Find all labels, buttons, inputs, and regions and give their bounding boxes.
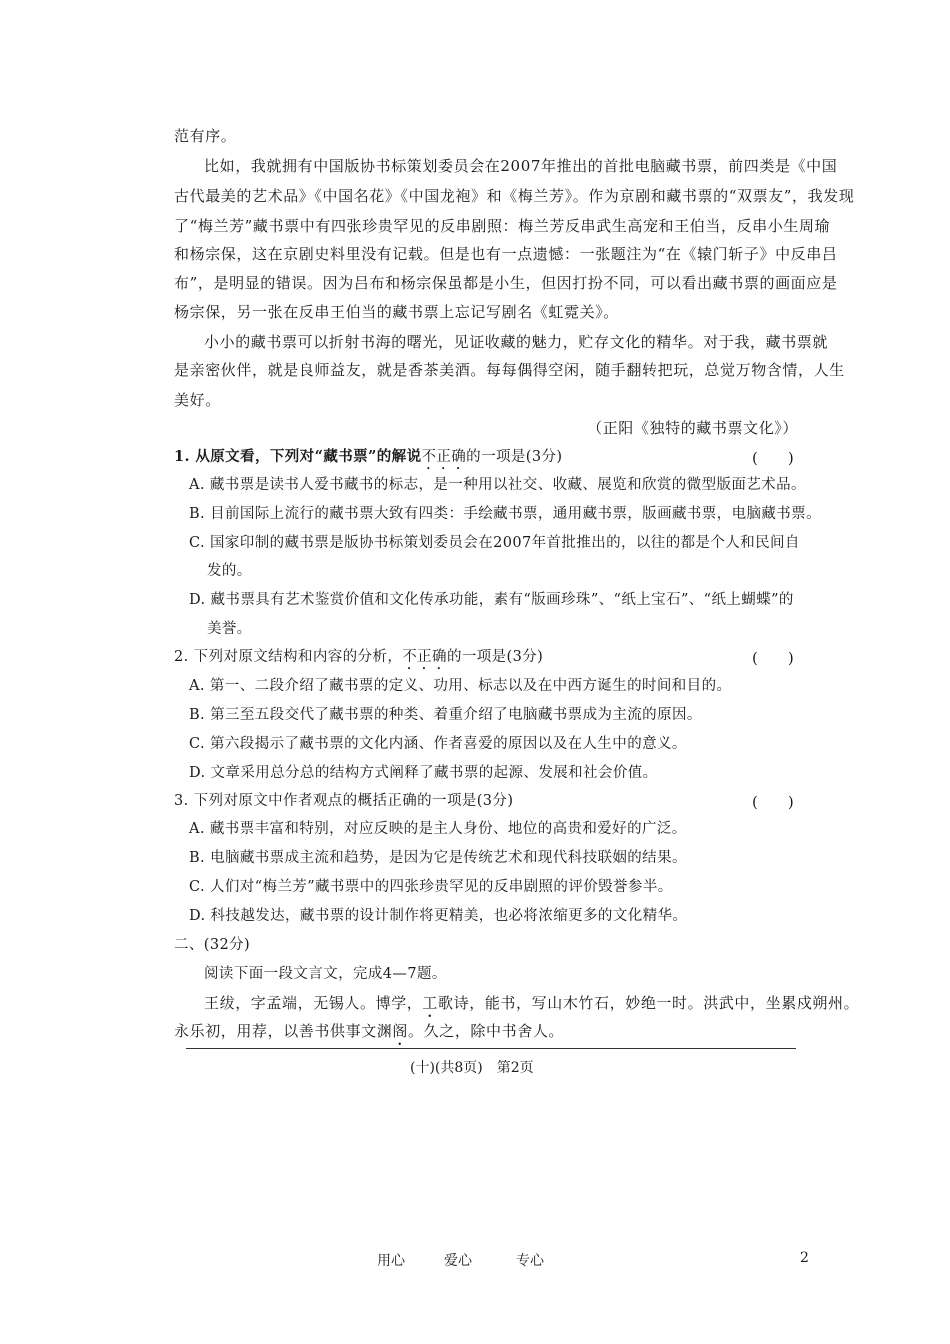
classical-text-line [174,1021,564,1049]
section-instruction: 阅读下面一段文言文，完成4—7题。 [204,966,447,982]
option-d: D. 藏书票具有艺术鉴赏价值和文化传承功能，素有“版画珍珠”、“纸上宝石”、“纸上蝴蝶”的 [189,592,794,608]
passage-line: 布”，是明显的错误。因为吕布和杨宗保虽都是小生，但因打扮不同，可以看出藏书票的画面应是 [174,274,838,292]
footer-motto-1: 用心 [377,1253,405,1269]
answer-paren: ( ) [752,449,794,467]
passage-line: 美好。 [174,391,221,409]
page-number: 2 [800,1250,809,1266]
question-stem-text: 3. 下列对原文中作者观点的概括正确的一项是(3分) [174,793,514,809]
option-d: D. 科技越发达，藏书票的设计制作将更精美，也必将浓缩更多的文化精华。 [189,908,688,924]
option-c: C. 国家印制的藏书票是版协书标策划委员会在2007年首批推出的，以往的都是个人和民间自 [189,535,800,551]
passage-line: 是亲密伙伴，就是良师益友，就是香茶美酒。每每偶得空闲，随手翻转把玩，总觉万物含情，人生 [174,361,845,379]
passage-line: 小小的藏书票可以折射书海的曙光，见证收藏的魅力，贮存文化的精华。对于我，藏书票就 [204,333,829,351]
question-stem-text: 的一项是(3分) [466,449,563,465]
question-stem [174,447,562,473]
emphasis-text: 不正确 [421,449,467,465]
option-b: B. 目前国际上流行的藏书票大致有四类：手绘藏书票，通用藏书票，版画藏书票，电脑藏书票。 [189,506,821,522]
passage-line: 和杨宗保，这在京剧史料里没有记载。但是也有一点遗憾：一张题注为“在《辕门斩子》中反串吕 [174,245,838,263]
classical-text-line [204,993,859,1021]
section-heading: 二、(32分) [174,937,251,953]
passage-source: （正阳《独特的藏书票文化》） [587,419,798,437]
option-b: B. 电脑藏书票成主流和趋势，是因为它是传统艺术和现代科技联姻的结果。 [189,850,687,866]
option-a: A. 藏书票是读书人爱书藏书的标志，是一种用以社交、收藏、展览和欣赏的微型版面艺术品。 [189,477,806,493]
answer-paren: ( ) [752,649,794,667]
option-c-cont: 发的。 [207,563,252,579]
question-stem-text: 2. 下列对原文结构和内容的分析， [174,649,403,665]
question-stem-text: 1. 从原文看，下列对“藏书票”的解说 [174,448,422,465]
option-c: C. 第六段揭示了藏书票的文化内涵、作者喜爱的原因以及在人生中的意义。 [189,736,687,752]
footer-divider [186,1048,796,1049]
classical-text: 王绂，字孟端，无锡人。博学， [204,994,423,1012]
passage-line: 范有序。 [174,127,237,145]
footer-motto-2: 爱心 [444,1253,472,1269]
classical-text: 永乐初，用荐，以善书供事文渊 [174,1022,393,1040]
question-stem [174,647,543,673]
passage-line: 比如，我就拥有中国版协书标策划委员会在2007年推出的首批电脑藏书票，前四类是《中国 [204,157,838,175]
question-stem [174,791,513,811]
emphasis-text: 不正确 [402,649,447,665]
option-d: D. 文章采用总分总的结构方式阐释了藏书票的起源、发展和社会价值。 [189,765,658,781]
classical-text: 歌诗，能书，写山木竹石，妙绝一时。洪武中，坐累戍朔州。 [438,994,860,1012]
emphasis-text: 阁 [392,1022,409,1040]
option-c: C. 人们对“梅兰芳”藏书票中的四张珍贵罕见的反串剧照的评价毁誉参半。 [189,879,673,895]
answer-paren: ( ) [752,793,794,811]
emphasis-text: 工 [422,994,439,1012]
option-a: A. 第一、二段介绍了藏书票的定义、功用、标志以及在中西方诞生的时间和目的。 [189,678,732,694]
option-a: A. 藏书票丰富和特别，对应反映的是主人身份、地位的高贵和爱好的广泛。 [189,821,687,837]
passage-line: 古代最美的艺术品》《中国名花》《中国龙袍》和《梅兰芳》。作为京剧和藏书票的“双票友”，我发现 [174,187,855,205]
option-d-cont: 美誉。 [207,621,252,637]
option-b: B. 第三至五段交代了藏书票的种类、着重介绍了电脑藏书票成为主流的原因。 [189,707,702,723]
passage-line: 杨宗保，另一张在反串王伯当的藏书票上忘记写剧名《虹霓关》。 [174,303,619,321]
passage-line: 了“梅兰芳”藏书票中有四张珍贵罕见的反串剧照：梅兰芳反串武生高宠和王伯当，反串小生周瑜 [174,217,831,235]
classical-text: 。久之，除中书舍人。 [408,1022,565,1040]
question-stem-text: 的一项是(3分) [446,649,544,665]
page-footer: (十)(共8页) 第2页 [410,1060,534,1076]
footer-motto-3: 专心 [516,1253,544,1269]
